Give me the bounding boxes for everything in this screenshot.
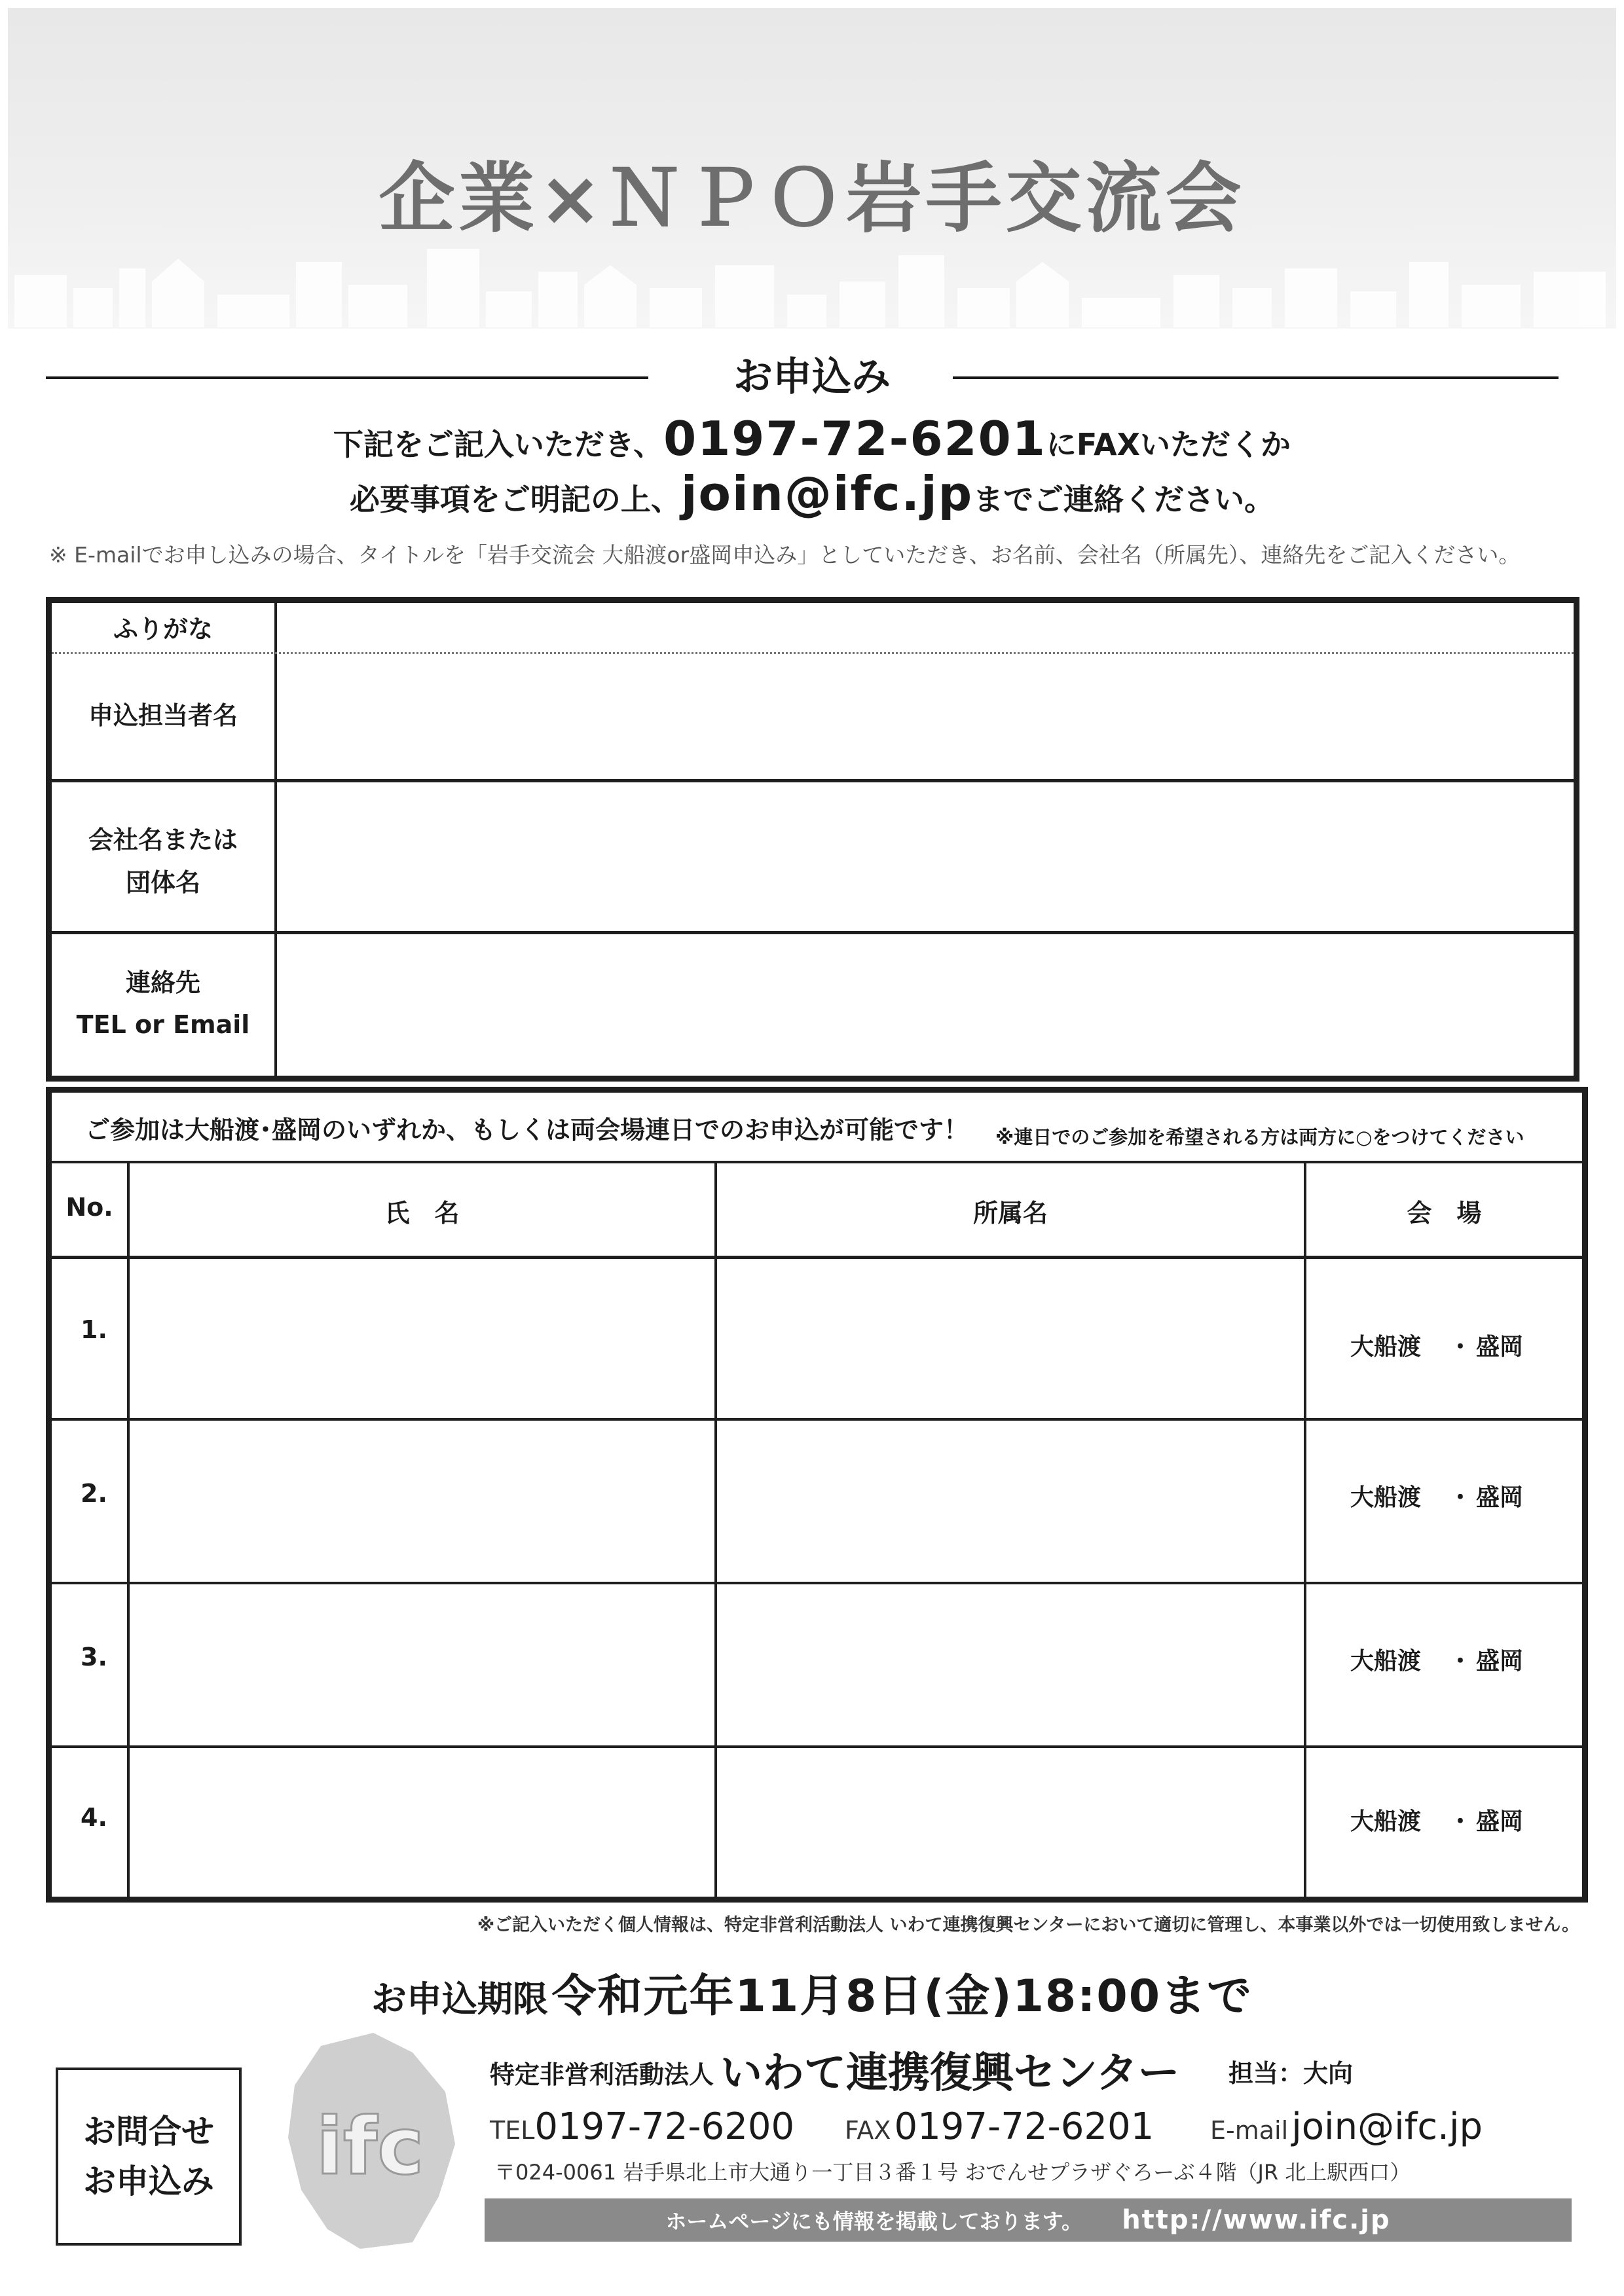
venue-option-ofunato[interactable]: 大船渡 (1350, 1808, 1422, 1835)
homepage-notice: ホームページにも情報を掲載しております。 (665, 2209, 1083, 2234)
inquiry-box (56, 2068, 242, 2246)
venue-separator: ・ (1449, 1808, 1473, 1835)
page-title: 企業×ＮＰＯ岩手交流会 (378, 155, 1246, 243)
instruction-line-1 (0, 411, 1624, 466)
column-header-name: 氏 名 (384, 1199, 460, 1228)
row-number: 3. (81, 1643, 107, 1671)
participant-affiliation-field[interactable] (717, 1748, 1304, 1897)
email-line (1210, 2105, 1483, 2148)
org-type: 特定非営利活動法人 (490, 2060, 714, 2089)
email-note: ※ E-mailでお申し込みの場合、タイトルを「岩手交流会 大船渡or盛岡申込み」としていただき、お名前、会社名（所属先）、連絡先をご記入ください。 (49, 542, 1521, 568)
venue-option-ofunato[interactable]: 大船渡 (1350, 1484, 1422, 1511)
fax-number: 0197-72-6201 (663, 411, 1046, 466)
participation-note: ※連日でのご参加を希望される方は両方に○をつけてください (995, 1126, 1524, 1148)
form-divider (52, 1161, 1582, 1163)
row-number: 4. (81, 1803, 107, 1832)
contact-email[interactable]: join@ifc.jp (1291, 2105, 1483, 2148)
company-label-line1: 会社名または (88, 826, 238, 854)
column-header-affiliation: 所属名 (972, 1199, 1048, 1228)
applicant-name-field[interactable] (277, 654, 1574, 778)
instruction-line-2 (0, 466, 1624, 521)
heading-rule-right (953, 376, 1559, 379)
privacy-note: ※ご記入いただく個人情報は、特定非営利活動法人 いわて連携復興センターにおいて適切に管理し、本事業以外では一切使用致しません。 (477, 1915, 1579, 1935)
homepage-link[interactable]: http://www.ifc.jp (1122, 2205, 1391, 2235)
venue-option-morioka[interactable]: 盛岡 (1476, 1334, 1524, 1360)
furigana-field[interactable] (277, 603, 1574, 652)
participant-affiliation-field[interactable] (717, 1584, 1304, 1745)
contact-label-line2: TEL or Email (76, 1010, 250, 1039)
participant-name-field[interactable] (130, 1748, 714, 1897)
participant-affiliation-field[interactable] (717, 1421, 1304, 1582)
fax-label: FAX (845, 2116, 891, 2145)
ifc-logo (282, 2033, 458, 2249)
participant-name-field[interactable] (130, 1259, 714, 1418)
instruction-text: 下記をご記入いただき、 (333, 427, 664, 462)
address: 〒024-0061 岩手県北上市大通り一丁目３番１号 おでんせプラザぐろーぶ４階（JR 北上駅西口） (494, 2160, 1411, 2185)
logo-text: ifc (316, 2102, 424, 2193)
participation-info: ご参加は大船渡･盛岡のいずれか、もしくは両会場連日でのお申込が可能です！ (85, 1116, 969, 1144)
instruction-text: までご連絡ください。 (973, 482, 1275, 517)
applicant-name-label: 申込担当者名 (88, 701, 238, 730)
venue-option-morioka[interactable]: 盛岡 (1476, 1808, 1524, 1835)
fax-line (845, 2105, 1154, 2148)
venue-separator: ・ (1449, 1334, 1473, 1360)
instruction-text: にFAXいただくか (1046, 427, 1291, 462)
venue-option-morioka[interactable]: 盛岡 (1476, 1648, 1524, 1675)
participants-form (46, 1087, 1588, 1903)
deadline (0, 1961, 1624, 2024)
form-divider (1304, 1161, 1306, 1897)
contact-person: 担当：大向 (1228, 2059, 1354, 2088)
town-skyline-illustration (8, 223, 1616, 327)
column-header-no: No. (65, 1193, 113, 1222)
deadline-label: お申込期限 (371, 1978, 548, 2020)
company-name-field[interactable] (277, 782, 1574, 930)
applicant-form (46, 597, 1579, 1082)
row-number: 2. (81, 1479, 107, 1508)
venue-separator: ・ (1449, 1484, 1473, 1511)
venue-option-ofunato[interactable]: 大船渡 (1350, 1648, 1422, 1675)
homepage-bar (485, 2198, 1572, 2242)
email-label: E-mail (1210, 2116, 1289, 2145)
furigana-label: ふりがな (113, 615, 213, 644)
participant-name-field[interactable] (130, 1421, 714, 1582)
venue-separator: ・ (1449, 1648, 1473, 1675)
participant-affiliation-field[interactable] (717, 1259, 1304, 1418)
tel-line (490, 2105, 794, 2148)
deadline-date: 令和元年11月8日(金)18:00まで (551, 1971, 1253, 2022)
instruction-text: 必要事項をご明記の上、 (349, 482, 681, 517)
tel-label: TEL (490, 2116, 535, 2145)
participant-name-field[interactable] (130, 1584, 714, 1745)
venue-option-ofunato[interactable]: 大船渡 (1350, 1334, 1422, 1360)
application-heading: お申込み (733, 354, 891, 400)
venue-option-morioka[interactable]: 盛岡 (1476, 1484, 1524, 1511)
tel-number: 0197-72-6200 (534, 2105, 795, 2148)
org-name: いわて連携復興センター (720, 2049, 1180, 2098)
company-label-line2: 団体名 (125, 868, 200, 897)
fax-number: 0197-72-6201 (894, 2105, 1154, 2148)
contact-label-line1: 連絡先 (125, 968, 200, 997)
row-number: 1. (81, 1315, 107, 1344)
inquiry-box-line1: お問合せ (83, 2113, 214, 2151)
inquiry-box-line2: お申込み (83, 2162, 214, 2200)
email-address: join@ifc.jp (680, 466, 974, 521)
contact-field[interactable] (277, 934, 1574, 1076)
column-header-venue: 会 場 (1407, 1199, 1482, 1228)
